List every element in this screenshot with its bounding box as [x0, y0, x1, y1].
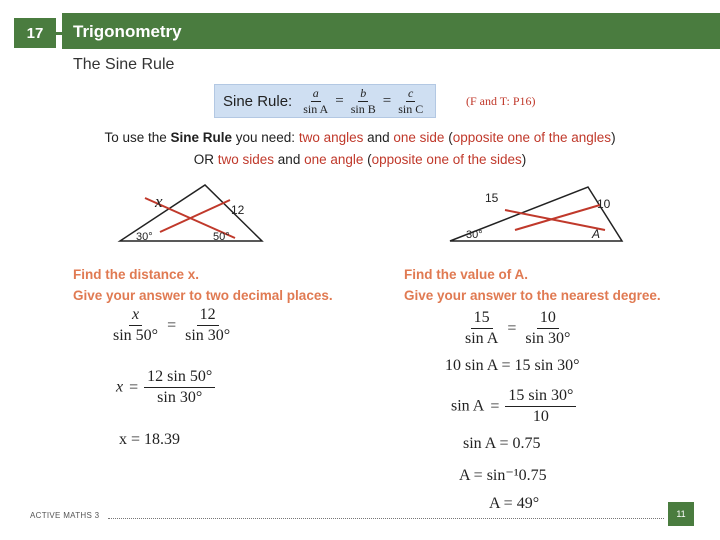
side-10-label: 10 [597, 197, 611, 211]
intro-text: ) [521, 152, 527, 167]
footer-divider [108, 518, 664, 519]
page-reference: (F and T: P16) [466, 94, 536, 108]
equals-sign: = [382, 92, 392, 109]
fraction-numerator: 15 sin 30° [505, 386, 576, 407]
page-number: 11 [668, 502, 694, 526]
left-answer: x = 18.39 [119, 431, 181, 448]
left-task-instructions [73, 264, 333, 306]
section-subtitle: The Sine Rule [73, 56, 175, 73]
right-task-instructions [404, 264, 661, 306]
equation-fraction [182, 305, 233, 346]
fraction-denominator: sin 30° [525, 330, 571, 347]
intro-text: you need: [232, 130, 299, 145]
right-step-3 [451, 386, 576, 427]
right-triangle [450, 187, 622, 241]
equals-sign: = [335, 92, 344, 109]
right-step-1 [462, 308, 573, 349]
intro-text: ( [444, 130, 453, 145]
chapter-title: Trigonometry [73, 22, 182, 41]
fraction-denominator: 10 [532, 408, 549, 425]
fraction-denominator: sin 30° [185, 327, 231, 344]
intro-text: one angle [304, 152, 364, 167]
task-line: Give your answer to two decimal places. [73, 288, 333, 303]
intro-text: and [363, 130, 394, 145]
right-step-5: A = sin⁻¹0.75 [459, 467, 547, 484]
fraction-numerator: 12 [197, 305, 219, 326]
fraction-numerator: b [360, 85, 367, 100]
fraction-denominator: sin C [398, 101, 424, 116]
equals-sign: = [167, 316, 177, 334]
side-12-label: 12 [231, 203, 245, 217]
fraction-numerator: a [312, 85, 319, 100]
equals-sign: = [490, 397, 500, 415]
fraction-denominator: sin A [303, 101, 329, 116]
intro-text: Sine Rule [170, 130, 232, 145]
chapter-number: 17 [14, 18, 56, 48]
fraction-denominator: sin 30° [157, 389, 203, 406]
left-pairing-line [160, 200, 230, 232]
angle-30-label: 30° [466, 229, 483, 241]
right-answer: A = 49° [489, 495, 540, 512]
equals-sign: = [129, 378, 139, 396]
intro-text: and [274, 152, 305, 167]
task-line: Find the distance x. [73, 267, 200, 282]
left-step-1 [110, 305, 233, 346]
fraction-denominator: sin B [350, 101, 376, 116]
intro-text: two sides [217, 152, 275, 167]
task-line: Give your answer to the nearest degree. [404, 288, 661, 303]
intro-text: opposite one of the angles [452, 130, 612, 145]
equation-lhs: sin A [451, 397, 485, 415]
intro-text: To use the [104, 130, 171, 145]
angle-50-label: 50° [213, 231, 230, 243]
intro-text: OR [193, 152, 218, 167]
equation-fraction [144, 367, 215, 408]
fraction-denominator: sin 50° [113, 327, 159, 344]
side-x-label: x [155, 192, 163, 211]
angle-30-label: 30° [136, 231, 153, 243]
fraction-denominator: sin A [465, 330, 499, 347]
footer-book-title: ACTIVE MATHS 3 [30, 511, 100, 520]
equation-lhs: x [116, 378, 124, 396]
side-15-label: 15 [485, 191, 499, 205]
intro-text: opposite one of the sides [371, 152, 522, 167]
right-pairing-line [505, 210, 605, 230]
angle-A-label: A [592, 227, 601, 241]
right-step-4: sin A = 0.75 [463, 435, 541, 452]
equals-sign: = [507, 319, 517, 337]
equation-fraction [110, 305, 161, 346]
equation-fraction [505, 386, 576, 427]
fraction-numerator: 12 sin 50° [144, 367, 215, 388]
fraction-numerator: c [408, 85, 414, 100]
intro-text: two angles [298, 130, 364, 145]
left-step-2 [116, 367, 215, 408]
fraction-numerator: x [129, 305, 142, 326]
equation-fraction [522, 308, 573, 349]
intro-text: ( [363, 152, 372, 167]
intro-text: ) [611, 130, 616, 145]
equation-fraction [462, 308, 501, 349]
formula-label: Sine Rule: [223, 92, 293, 110]
right-step-2: 10 sin A = 15 sin 30° [445, 357, 580, 374]
task-line: Find the value of A. [404, 267, 529, 282]
left-triangle [120, 185, 262, 243]
fraction-numerator: 10 [537, 308, 559, 329]
intro-text: one side [393, 130, 445, 145]
fraction-numerator: 15 [471, 308, 493, 329]
